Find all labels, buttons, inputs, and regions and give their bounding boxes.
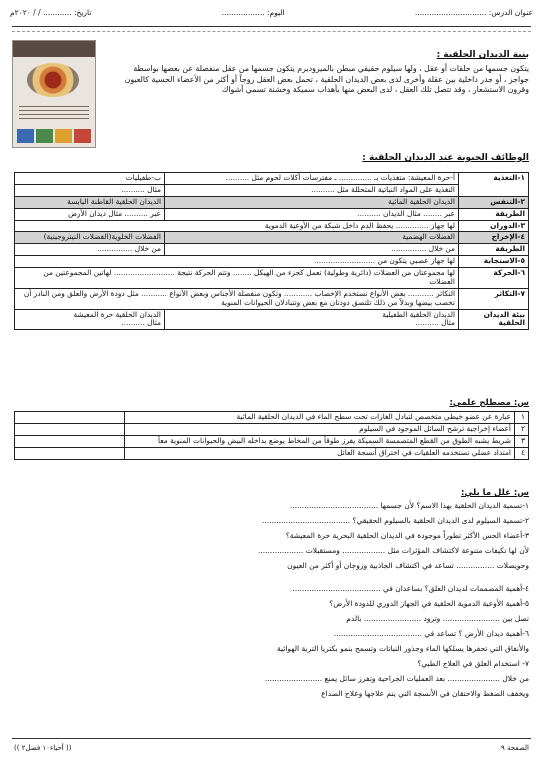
book-cover-image — [12, 40, 96, 148]
intro-text: يتكون جسمها من حلقات أو عقل ، ولها سيلوم حقيقي مبطن بالميزوديرم يتكون جسمها من عقل منفصلة عن بعضها بواسطة جواجز ، أو جدر داخلية بين عقلة وأخرى لدى بعض الديدان الحلقية ، تحمل بعض العقل زوجاً أو أكثر من الأعضاء الحسية كالعيون وقرون الاستشعار ، وقد تتصل تلك العقل ، لدى البعض منها بأهداب سميكة وخشنة تسمي أشواك — [124, 64, 529, 94]
nutrition-free: أ-حرة المعيشة: متغذيات بـ .............. ـ مفترسات أكلات لحوم مثل .......... — [165, 173, 459, 185]
term-answer — [15, 423, 125, 435]
environment-free — [15, 309, 165, 330]
why-line: ويخفف الضغط والاحتقان في الأنسجة التي يتم علاجها وعلاج الصداع — [321, 689, 529, 698]
row-label-response: ٥-الاستجابة — [459, 256, 529, 268]
respiration-aquatic: عبر ........ مثال الديدان .......... — [165, 208, 459, 220]
why-line: ٥-أهمية الأوعية الدموية الحلقية في الجهاز الدوري للدودة الأرض؟ — [329, 599, 529, 608]
reproduction-text: التكاثر ........... بعض الأنواع تستخدم الإخصاب ............ وتكون منفصلة الأجناس وبعض الأنواع ........... مثل دودة الأرض والعلق ومن النادر أن تخصب بيضها وبدلاً من ذلك تلتصق دودتان مع بعض وتتبادلان الحيوانات المنوية — [15, 288, 459, 309]
term-num: ٤ — [515, 447, 529, 459]
header-divider-dashed — [12, 31, 531, 32]
excretion-cellular-header: الفضلات الخلوية(الفضلات النيتروجينية) — [15, 232, 165, 244]
term-num: ٢ — [515, 423, 529, 435]
footer-row — [14, 744, 529, 753]
why-line: وحويصلات ................ تساعد في اكتشاف الجاذبية وزوجان أو أكثر من العيون — [287, 561, 529, 570]
term-num: ٣ — [515, 435, 529, 447]
subject-label: (( أحياء١٠ فصل٢ )) — [14, 744, 72, 753]
term-answer — [15, 447, 125, 459]
terms-table — [14, 411, 529, 460]
environment-free-title: الديدان الحلقية حرة المعيشة — [73, 309, 161, 319]
environment-parasitic — [165, 309, 459, 330]
environment-free-example: مثال .......... — [121, 318, 161, 328]
environment-parasitic-example: مثال .......... — [415, 318, 455, 328]
cover-eye-illustration — [27, 63, 79, 97]
environment-parasitic-title: الديدان الحلقية الطفيلية — [382, 309, 455, 319]
nutrition-free-2: التغذية على المواد النباتية المتحللة مثل .......... — [165, 184, 459, 196]
why-line: ٤-أهمية المصممات لديدان العلق؟ بساعدان في ..................................... — [292, 584, 529, 593]
why-line: من خلال ...................... بعد العمليات الجراحية وتفرز سائل يمنع ........................ — [264, 674, 529, 683]
term-row — [15, 412, 529, 424]
term-definition: امتداد عضلي تستخدمه العلقيات في اختراق أنسجة العائل — [125, 447, 515, 459]
why-line: تصل بين ........................ وترود ........................ بالدم — [346, 614, 529, 623]
why-line: ٧- استخدام العلق في العلاج الطبي؟ — [417, 659, 529, 668]
row-label-nutrition: ١-التغذية — [459, 173, 529, 197]
date-field: تاريخ: ............ / / ٢٠٢٠م — [10, 8, 92, 17]
respiration-land: عبر .......... مثال ديدان الأرض — [15, 208, 165, 220]
header-row — [10, 8, 533, 22]
excretion-digestive: من خلال ............... — [165, 244, 459, 256]
excretion-digestive-header: الفضلات الهضمية — [165, 232, 459, 244]
respiration-method-label: الطريقة — [459, 208, 529, 220]
intro-section — [111, 50, 529, 95]
terms-heading: س: مصطلح علمي: — [449, 398, 529, 408]
day-field: اليوم: .................. — [221, 8, 285, 17]
why-line: ١-تسمية الديدان الحلقية بهذا الاسم؟ لأن جسمها ..................................... — [289, 501, 529, 510]
circulation-text: لها جهاز .............. يحفظ الدم داخل شبكة من الأوعية الدموية — [15, 220, 459, 232]
intro-heading: بنية الديدان الحلقية : — [436, 50, 529, 60]
row-label-reproduction: ٧-التكاثر — [459, 288, 529, 309]
functions-table — [14, 172, 529, 330]
term-row — [15, 447, 529, 459]
row-label-circulation: ٣-الدوران — [459, 220, 529, 232]
row-label-respiration: ٢-التنفس — [459, 196, 529, 208]
nutrition-parasites: ب-طفيليات — [15, 173, 165, 185]
cover-text-lines — [19, 103, 89, 121]
why-line: لأن لها تكيفات متنوعة لاكتشاف المؤثرات مثل .................. ومستقبلات ................... — [258, 546, 529, 555]
lesson-title-field: عنوان الدرس: .............................. — [414, 8, 533, 17]
why-line: والأنفاق التي تحفرها يسلكها الماء وجذور النباتات وتسمح بنمو بكتريا التربة الهوائية — [276, 644, 529, 653]
term-answer — [15, 412, 125, 424]
excretion-method-label: الطريقة — [459, 244, 529, 256]
respiration-aquatic-header: الديدان الحلقية المائية — [165, 196, 459, 208]
term-definition: عبارة عن عضو خيطي متخصص لتبادل الغازات تحت سطح الماء في الديدان الحلقية المائية — [125, 412, 515, 424]
row-label-environment: بيئة الديدان الحلقية — [459, 309, 529, 330]
why-heading: س: علل ما يلي: — [461, 488, 529, 498]
cover-color-tiles — [17, 129, 91, 143]
why-list — [14, 501, 529, 698]
term-num: ١ — [515, 412, 529, 424]
footer-divider — [12, 738, 531, 739]
term-row — [15, 423, 529, 435]
term-answer — [15, 435, 125, 447]
functions-heading: الوظائف الحيوية عند الديدان الحلقية : — [362, 153, 529, 163]
page-number: الصفحة ٩ — [501, 744, 529, 753]
why-line: ٣-أعضاء الحس الأكثر تطوراً موجودة في الديدان الحلقية البحرية حرة المعيشة؟ — [285, 531, 529, 540]
term-row — [15, 435, 529, 447]
movement-text: لها مجموعتان من العضلات (دائرية وطولية) تعمل كجزء من الهيكل ........ وتتم الحركة نتيجة .......................... لهاتين المجموعتين من العضلات — [15, 268, 459, 289]
term-definition: شريط يشبه الطوق من القطع المتصمسة السميكة يفرز طوقاً من المخاط يوضع بداخله البيض والحيوانات المنوية معاً — [125, 435, 515, 447]
row-label-excretion: ٤-الإخراج — [459, 232, 529, 244]
term-definition: أعضاء إخراجية ترشح السائل الموجود في السيلوم — [125, 423, 515, 435]
why-line: ٦-أهمية ديدان الأرض ؟ تساعد في ..................................... — [333, 629, 529, 638]
row-label-movement: ٦-الحركة — [459, 268, 529, 289]
why-line: ٢-تسمية السيلوم لدى الديدان الحلقية بالسيلوم الحقيقي؟ ..................................... — [261, 516, 529, 525]
respiration-land-header: الديدان الحلقية القاطنة اليابسة — [15, 196, 165, 208]
cover-band — [13, 41, 95, 57]
excretion-cellular: من خلال ............... — [15, 244, 165, 256]
response-text: لها جهاز عصبي يتكون من .......................... — [15, 256, 459, 268]
header-divider — [12, 26, 531, 27]
nutrition-parasites-example: مثال .......... — [15, 184, 165, 196]
